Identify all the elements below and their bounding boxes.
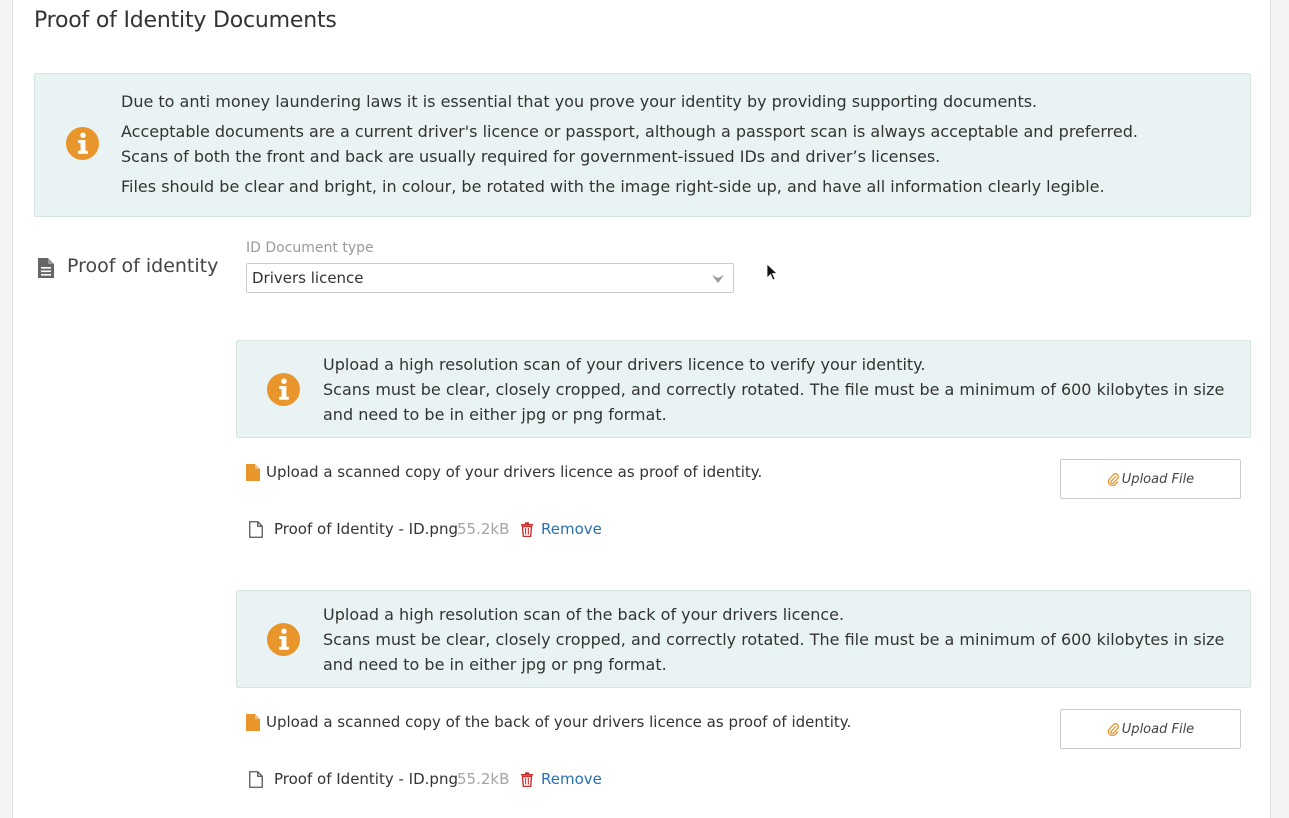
id-document-type-label: ID Document type bbox=[246, 240, 374, 256]
proof-of-identity-panel bbox=[12, 0, 1271, 818]
remove-back-file-link[interactable]: Remove bbox=[541, 770, 602, 788]
alert-line-1: Due to anti money laundering laws it is essential that you prove your identity by providing supporting documents. bbox=[121, 92, 1038, 111]
front-scan-alert-line-1: Upload a high resolution scan of your drivers licence to verify your identity. bbox=[323, 355, 926, 374]
front-scan-alert-line-2: Scans must be clear, closely cropped, and correctly rotated. The file must be a minimum of 600 kilobytes in size and need to be in either jpg or png format. bbox=[323, 380, 1225, 424]
file-outline-icon bbox=[249, 521, 263, 538]
back-scan-info-alert bbox=[236, 590, 1251, 688]
id-document-type-select[interactable] bbox=[246, 263, 734, 293]
section-title: Proof of identity bbox=[67, 255, 219, 277]
upload-front-file-button[interactable] bbox=[1060, 459, 1241, 499]
aml-info-alert bbox=[34, 73, 1251, 217]
back-upload-instruction: Upload a scanned copy of the back of your drivers licence as proof of identity. bbox=[266, 713, 852, 731]
front-file-size: 55.2kB bbox=[457, 520, 510, 538]
info-circle-icon bbox=[266, 622, 301, 657]
info-circle-icon bbox=[65, 126, 100, 161]
back-file-size: 55.2kB bbox=[457, 770, 510, 788]
back-scan-alert-line-2: Scans must be clear, closely cropped, and correctly rotated. The file must be a minimum of 600 kilobytes in size and need to be in either jpg or png format. bbox=[323, 630, 1225, 674]
upload-back-file-label: Upload File bbox=[1121, 721, 1195, 737]
chevron-down-icon bbox=[711, 274, 725, 284]
page-title: Proof of Identity Documents bbox=[34, 8, 337, 33]
trash-icon[interactable] bbox=[520, 522, 534, 537]
file-outline-icon bbox=[249, 771, 263, 788]
upload-front-file-label: Upload File bbox=[1121, 471, 1195, 487]
back-scan-alert-line-1: Upload a high resolution scan of the back of your drivers licence. bbox=[323, 605, 845, 624]
front-upload-instruction: Upload a scanned copy of your drivers licence as proof of identity. bbox=[266, 463, 763, 481]
front-scan-info-alert bbox=[236, 340, 1251, 438]
mouse-cursor-icon bbox=[766, 263, 778, 281]
alert-line-2: Acceptable documents are a current driver's licence or passport, although a passport scan is always acceptable and preferred. bbox=[121, 122, 1138, 141]
paperclip-icon bbox=[1107, 722, 1119, 736]
trash-icon[interactable] bbox=[520, 772, 534, 787]
file-icon bbox=[246, 464, 260, 481]
info-circle-icon bbox=[266, 372, 301, 407]
front-file-name: Proof of Identity - ID.png bbox=[274, 520, 458, 538]
back-file-name: Proof of Identity - ID.png bbox=[274, 770, 458, 788]
file-icon bbox=[246, 714, 260, 731]
upload-back-file-button[interactable] bbox=[1060, 709, 1241, 749]
paperclip-icon bbox=[1107, 472, 1119, 486]
selected-document-type: Drivers licence bbox=[252, 269, 364, 287]
alert-line-4: Files should be clear and bright, in colour, be rotated with the image right-side up, and have all information clearly legible. bbox=[121, 177, 1105, 196]
document-icon bbox=[37, 257, 55, 279]
alert-line-3: Scans of both the front and back are usually required for government-issued IDs and driver’s licenses. bbox=[121, 147, 941, 166]
remove-front-file-link[interactable]: Remove bbox=[541, 520, 602, 538]
